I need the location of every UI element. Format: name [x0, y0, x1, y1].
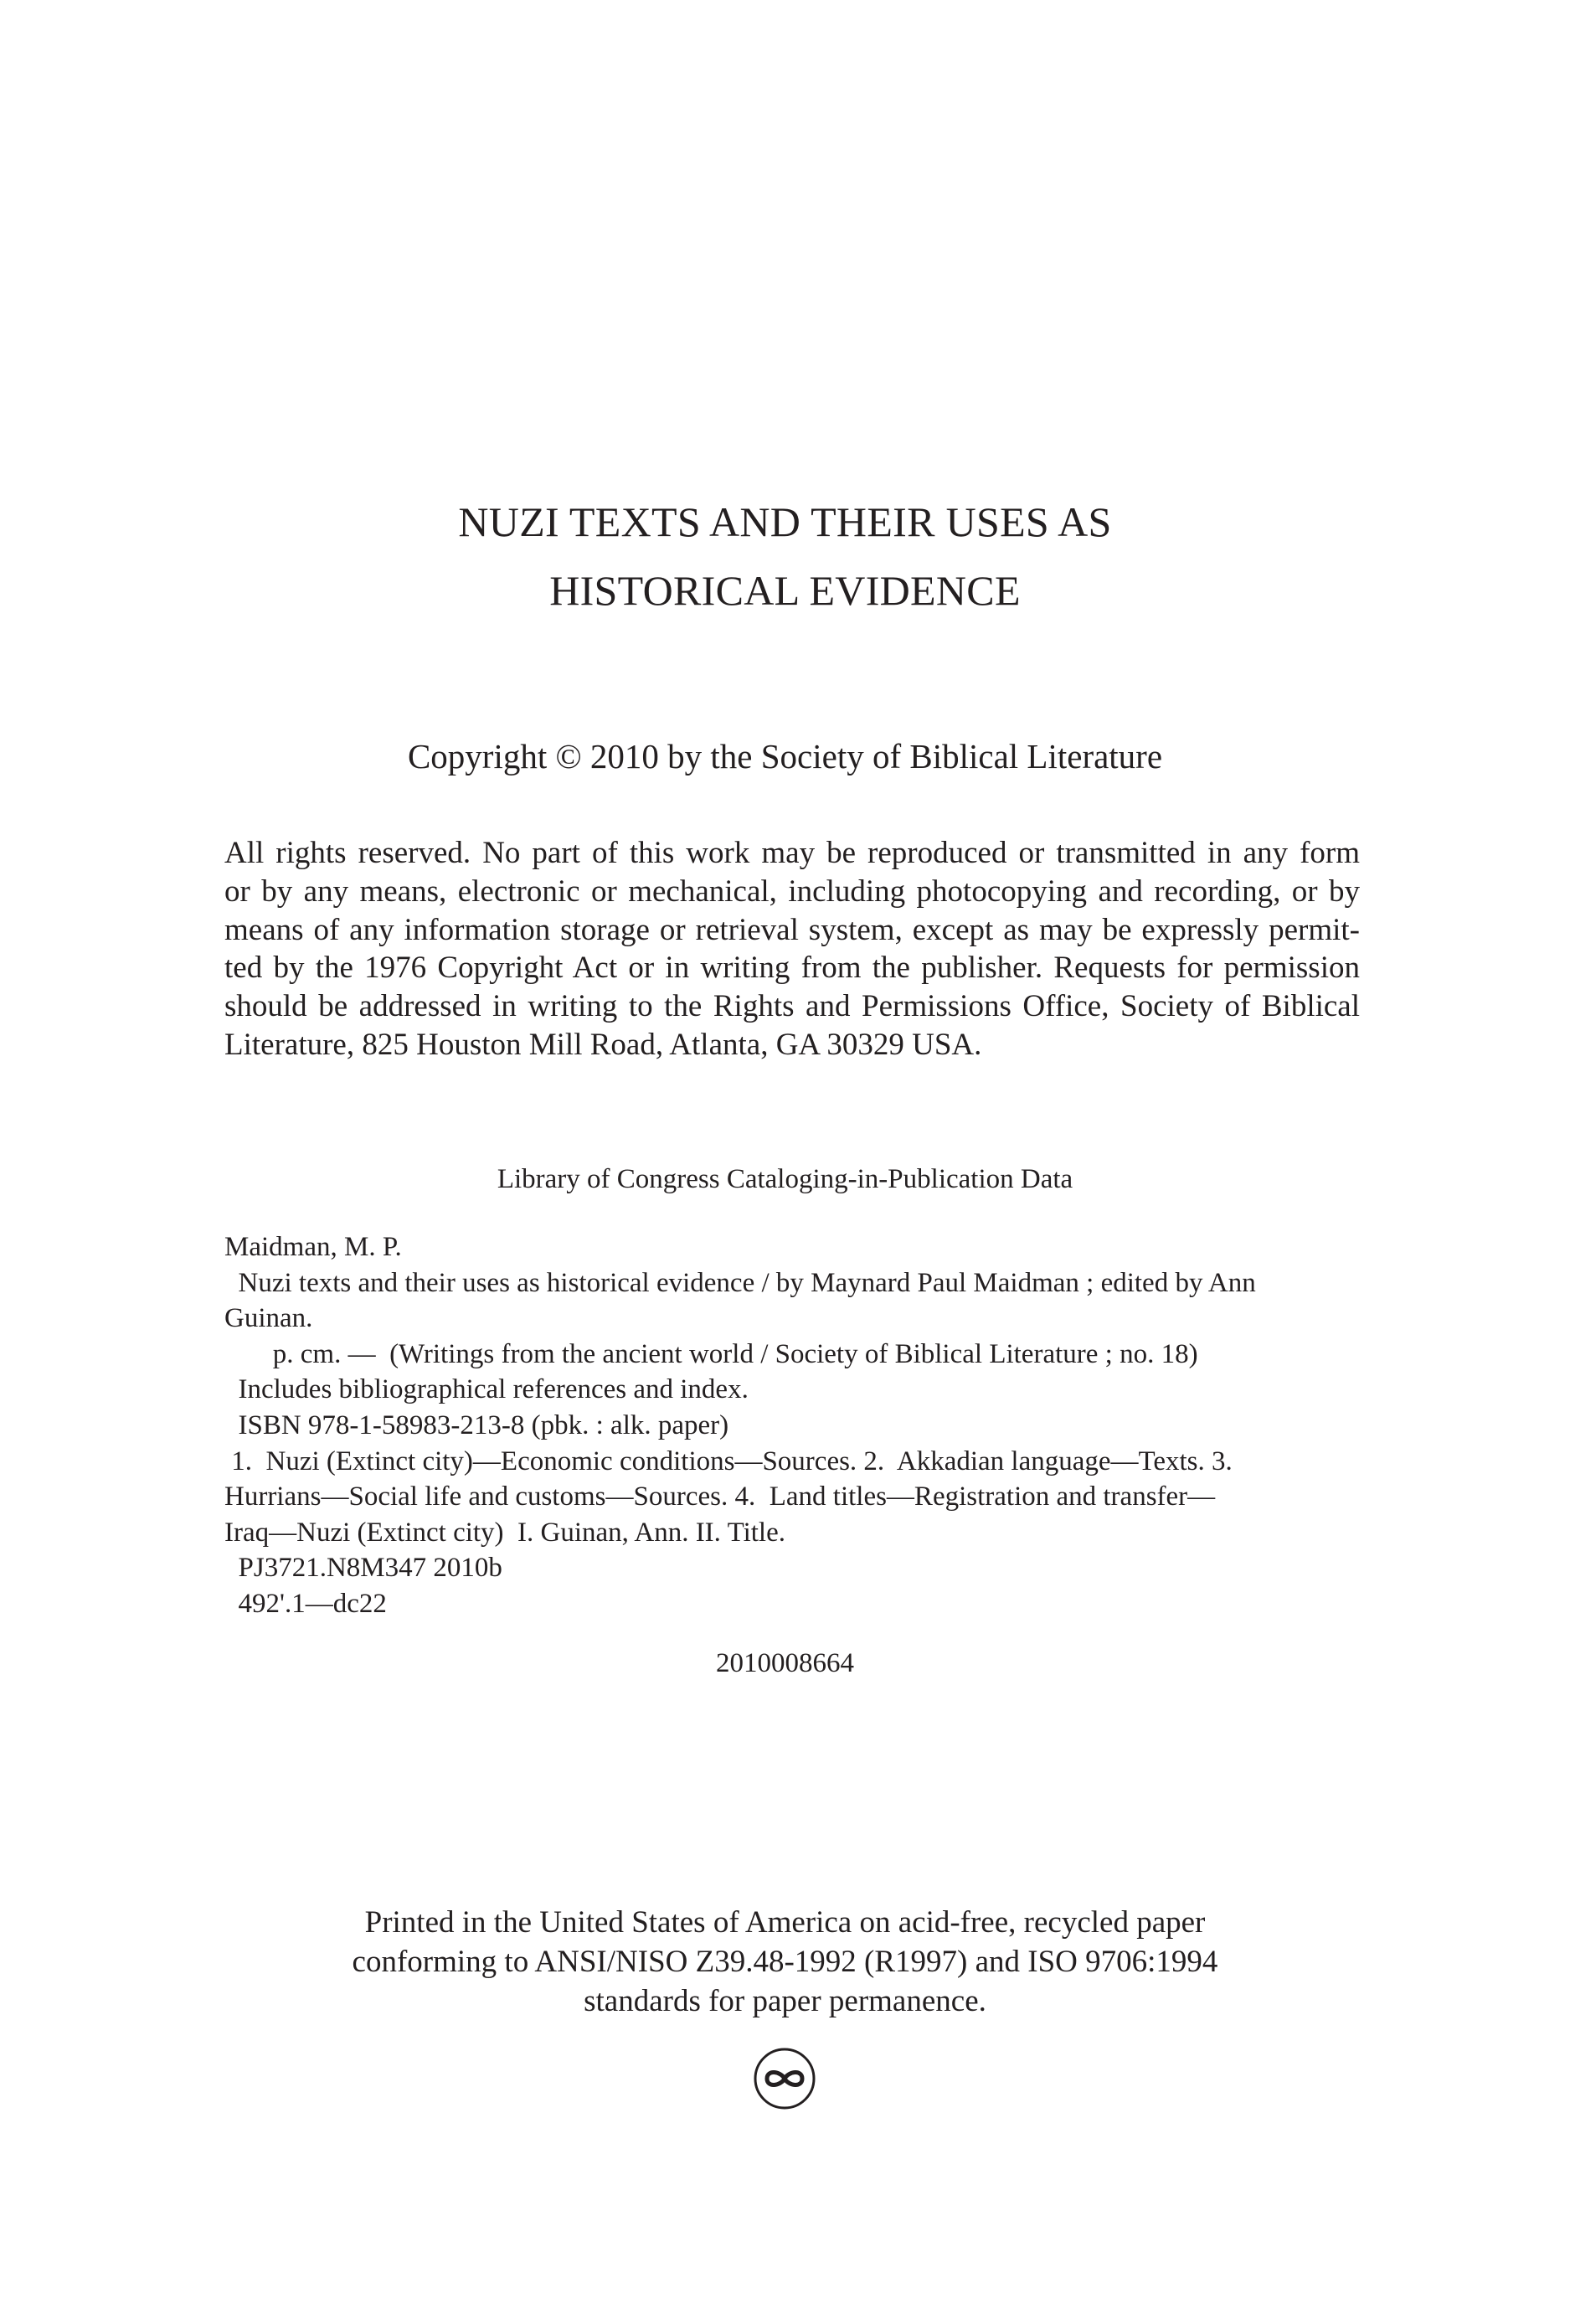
rights-statement — [224, 834, 1360, 1064]
cip-line: Hurrians—Social life and customs—Sources. 4. Land titles—Registration and transfer— — [224, 1481, 1216, 1512]
book-title-line-1: NUZI TEXTS AND THEIR USES AS — [458, 498, 1112, 545]
copyright-notice: Copyright © 2010 by the Society of Biblical Literature — [407, 737, 1163, 776]
cip-line: Includes bibliographical references and index. — [224, 1374, 749, 1405]
cip-line: Nuzi texts and their uses as historical evidence / by Maynard Paul Maidman ; edited by Ann — [224, 1267, 1256, 1298]
book-title — [0, 487, 1570, 625]
infinity-circle-icon — [753, 2047, 816, 2110]
cip-line: p. cm. — (Writings from the ancient world / Society of Biblical Literature ; no. 18) — [224, 1338, 1198, 1369]
printing-statement — [0, 1903, 1570, 2021]
cip-line: Guinan. — [224, 1303, 313, 1334]
cip-line: 492'.1—dc22 — [224, 1588, 387, 1619]
rights-line: Literature, 825 Houston Mill Road, Atlanta, GA 30329 USA. — [224, 1027, 982, 1062]
cip-line: ISBN 978-1-58983-213-8 (pbk. : alk. paper) — [224, 1409, 729, 1440]
printing-line-3: standards for paper permanence. — [584, 1984, 986, 2018]
printing-line-1: Printed in the United States of America on acid-free, recycled paper — [364, 1905, 1206, 1940]
cip-line: Maidman, M. P. — [224, 1232, 402, 1262]
cip-record — [224, 1229, 1360, 1622]
rights-line: means of any information storage or retrieval system, except as may be expressly permit- — [224, 912, 1360, 947]
cip-heading: Library of Congress Cataloging-in-Publication Data — [497, 1164, 1073, 1194]
printing-line-2: conforming to ANSI/NISO Z39.48-1992 (R1997) and ISO 9706:1994 — [352, 1945, 1218, 1979]
lccn-number: 2010008664 — [716, 1648, 854, 1678]
cip-line: 1. Nuzi (Extinct city)—Economic conditions—Sources. 2. Akkadian language—Texts. 3. — [224, 1445, 1233, 1476]
cip-line: Iraq—Nuzi (Extinct city) I. Guinan, Ann. II. Title. — [224, 1517, 785, 1548]
cip-line: PJ3721.N8M347 2010b — [224, 1553, 502, 1584]
rights-line: All rights reserved. No part of this work may be reproduced or transmitted in any form — [224, 836, 1360, 870]
book-title-line-2: HISTORICAL EVIDENCE — [549, 567, 1021, 614]
rights-line: ted by the 1976 Copyright Act or in writing from the publisher. Requests for permission — [224, 951, 1360, 986]
rights-line: should be addressed in writing to the Rights and Permissions Office, Society of Biblical — [224, 989, 1360, 1024]
rights-line: or by any means, electronic or mechanical, including photocopying and recording, or by — [224, 873, 1360, 909]
